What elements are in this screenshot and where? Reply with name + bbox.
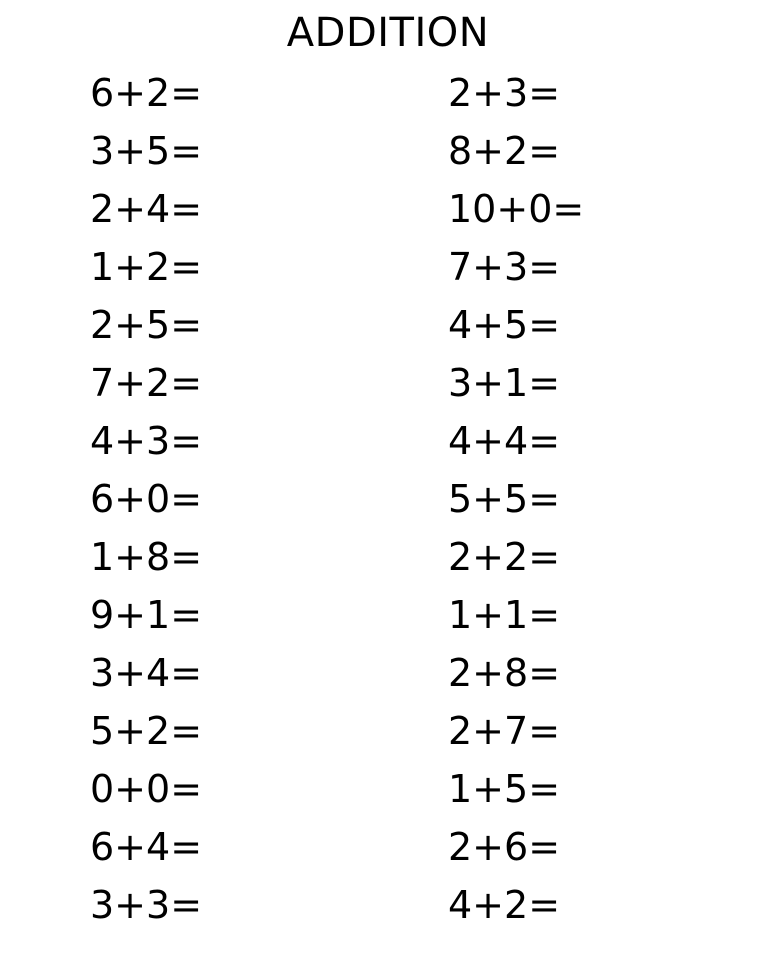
problem-item: 2+2= [448,535,561,579]
problem-item: 5+5= [448,477,561,521]
problem-item: 9+1= [90,593,203,637]
problem-item: 10+0= [448,187,585,231]
problem-item: 0+0= [90,767,203,811]
page-title: ADDITION [286,10,490,56]
problem-item: 8+2= [448,129,561,173]
problem-item: 2+3= [448,71,561,115]
problem-item: 3+1= [448,361,561,405]
problem-grid [0,64,776,934]
right-column [388,64,776,934]
problem-item: 4+4= [448,419,561,463]
problem-item: 2+8= [448,651,561,695]
problem-item: 3+4= [90,651,203,695]
problem-item: 1+5= [448,767,561,811]
problem-item: 2+6= [448,825,561,869]
problem-item: 7+3= [448,245,561,289]
problem-item: 2+7= [448,709,561,753]
problem-item: 3+3= [90,883,203,927]
problem-item: 4+2= [448,883,561,927]
problem-item: 6+0= [90,477,203,521]
problem-item: 4+5= [448,303,561,347]
problem-item: 1+2= [90,245,203,289]
problem-item: 1+1= [448,593,561,637]
problem-item: 2+4= [90,187,203,231]
problem-item: 7+2= [90,361,203,405]
problem-item: 4+3= [90,419,203,463]
problem-item: 6+2= [90,71,203,115]
problem-item: 3+5= [90,129,203,173]
left-column [0,64,388,934]
problem-item: 1+8= [90,535,203,579]
problem-item: 6+4= [90,825,203,869]
problem-item: 2+5= [90,303,203,347]
problem-item: 5+2= [90,709,203,753]
